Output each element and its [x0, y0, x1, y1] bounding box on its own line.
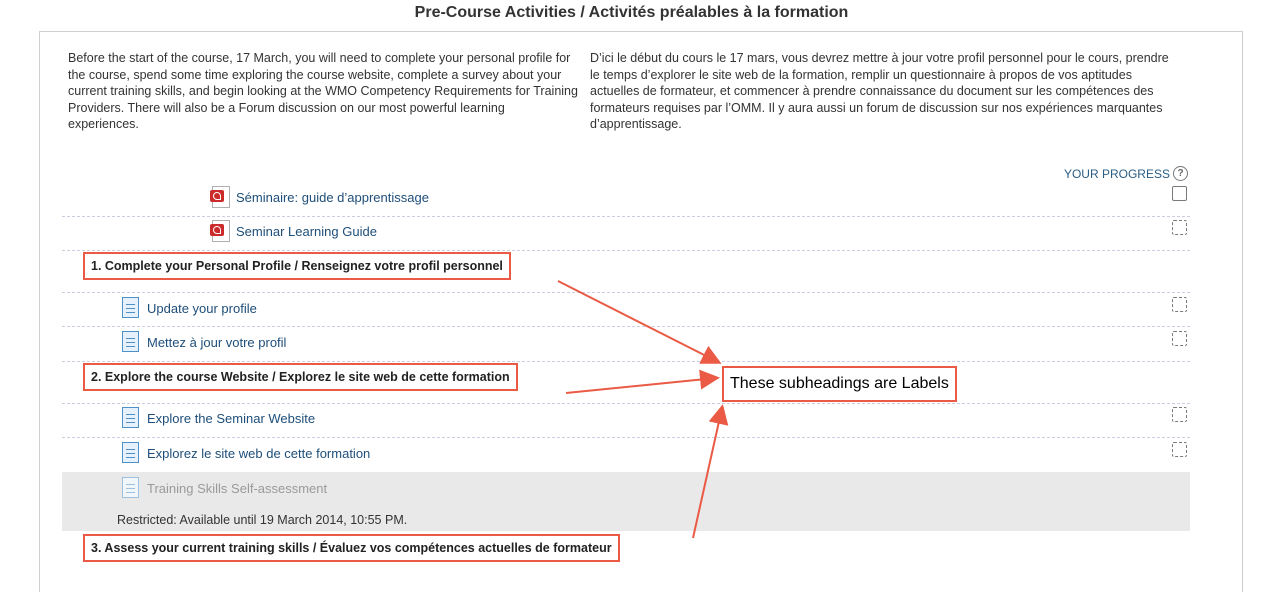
intro-french: D’ici le début du cours le 17 mars, vous devrez mettre à jour votre profil personnel pour le cours, prendre le temps d’explorer le site web de la formation, remplir un questionnaire à propos de vos aptitudes actuelles de formateur, et commencer à prendre connaissance du document sur les compétences des formateurs requises par l’OMM. Il y aura aussi un forum de discussion sur nos expériences marquantes d’apprentissage.	[590, 51, 1169, 131]
activity-mettez-profil-label: Mettez à jour votre profil	[147, 335, 287, 350]
page-title: Pre-Course Activities / Activités préalables à la formation	[414, 4, 849, 21]
arrow-from-label-2	[566, 378, 716, 393]
help-icon[interactable]: ?	[1173, 166, 1188, 181]
restriction-note: Restricted: Available until 19 March 2014, 10:55 PM.	[117, 513, 408, 527]
activity-explorez-site-label: Explorez le site web de cette formation	[147, 446, 371, 461]
intro-english: Before the start of the course, 17 March, you will need to complete your personal profile for the course, spend some time exploring the course website, complete a survey about your current training skills, and begin looking at the WMO Competency Requirements for Training Providers. There will also be a Forum discussion on our most powerful learning experiences.	[68, 51, 578, 131]
arrow-from-label-3	[693, 408, 722, 538]
your-progress-label: YOUR PROGRESS	[1063, 166, 1170, 181]
section-label-1: 1. Complete your Personal Profile / Renseignez votre profil personnel	[83, 252, 511, 280]
activity-seminar-guide-label: Seminar Learning Guide	[236, 223, 377, 239]
arrow-from-label-1	[558, 281, 718, 362]
section-label-2: 2. Explore the course Website / Explorez le site web de cette formation	[83, 363, 518, 391]
activity-seminaire-guide-label: Séminaire: guide d’apprentissage	[236, 189, 429, 205]
activity-self-assessment-label: Training Skills Self-assessment	[147, 481, 328, 496]
annotation-callout: These subheadings are Labels	[722, 366, 957, 402]
activity-update-profile-label: Update your profile	[147, 301, 257, 316]
section-label-3: 3. Assess your current training skills / Évaluez vos compétences actuelles de formateur	[83, 534, 620, 562]
activity-explore-site-label: Explore the Seminar Website	[147, 411, 316, 426]
